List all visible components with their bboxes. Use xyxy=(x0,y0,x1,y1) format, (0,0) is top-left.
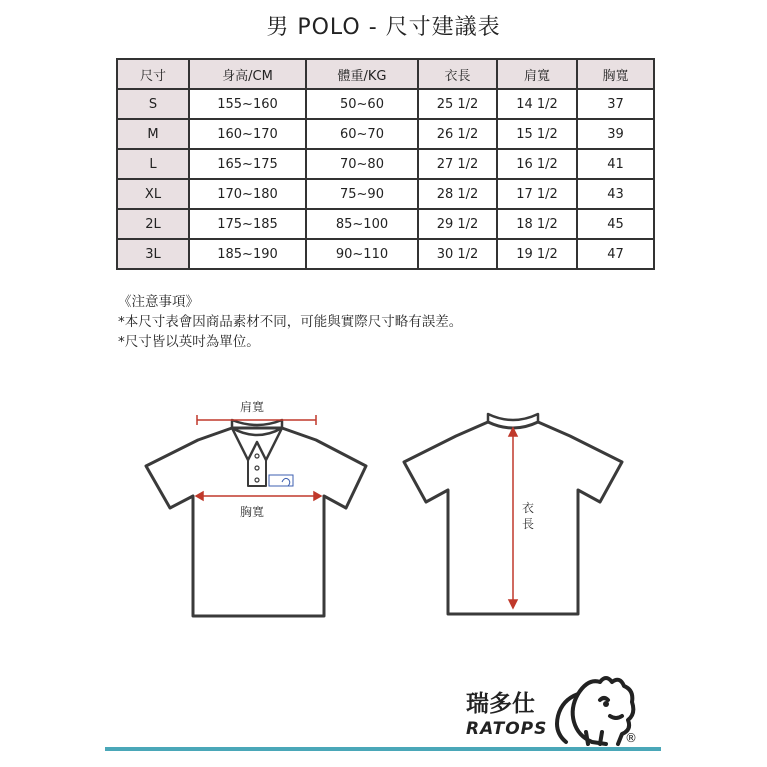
size-cell: 3L xyxy=(117,239,189,269)
size-cell: M xyxy=(117,119,189,149)
table-row xyxy=(117,209,654,239)
table-cell: 45 xyxy=(577,209,654,239)
table-cell: 185~190 xyxy=(189,239,306,269)
notes-heading: 《注意事項》 xyxy=(118,294,199,310)
shoulder-label: 肩寬 xyxy=(240,400,265,414)
table-cell: 47 xyxy=(577,239,654,269)
shirt-diagram xyxy=(0,390,767,630)
table-cell: 19 1/2 xyxy=(497,239,577,269)
table-cell: 175~185 xyxy=(189,209,306,239)
table-cell: 18 1/2 xyxy=(497,209,577,239)
table-row xyxy=(117,179,654,209)
table-cell: 70~80 xyxy=(306,149,418,179)
header-cell: 胸寬 xyxy=(577,59,654,89)
header-cell: 體重/KG xyxy=(306,59,418,89)
table-cell: 75~90 xyxy=(306,179,418,209)
length-label: 長 xyxy=(522,517,535,531)
shoulder-measure-line xyxy=(197,415,316,425)
table-cell: 155~160 xyxy=(189,89,306,119)
table-cell: 28 1/2 xyxy=(418,179,497,209)
table-cell: 165~175 xyxy=(189,149,306,179)
header-cell: 衣長 xyxy=(418,59,497,89)
size-cell: XL xyxy=(117,179,189,209)
table-row xyxy=(117,89,654,119)
length-label: 衣 xyxy=(522,501,535,515)
header-cell: 肩寬 xyxy=(497,59,577,89)
table-cell: 15 1/2 xyxy=(497,119,577,149)
size-cell: 2L xyxy=(117,209,189,239)
table-cell: 26 1/2 xyxy=(418,119,497,149)
table-row xyxy=(117,149,654,179)
table-cell: 90~110 xyxy=(306,239,418,269)
registered-mark: ® xyxy=(625,731,637,745)
length-measure-line xyxy=(509,428,517,608)
table-cell: 160~170 xyxy=(189,119,306,149)
brand-name-en: RATOPS xyxy=(466,719,548,739)
table-cell: 25 1/2 xyxy=(418,89,497,119)
notes xyxy=(118,292,462,352)
table-row xyxy=(117,119,654,149)
header-cell: 尺寸 xyxy=(117,59,189,89)
chest-measure-line xyxy=(196,492,321,500)
table-cell: 30 1/2 xyxy=(418,239,497,269)
note-item: *尺寸皆以英吋為單位。 xyxy=(118,334,260,350)
table-cell: 41 xyxy=(577,149,654,179)
table-header-row xyxy=(117,59,654,89)
size-table xyxy=(116,58,655,270)
size-cell: L xyxy=(117,149,189,179)
header-cell: 身高/CM xyxy=(189,59,306,89)
table-cell: 43 xyxy=(577,179,654,209)
table-cell: 27 1/2 xyxy=(418,149,497,179)
accent-divider xyxy=(105,747,661,751)
table-cell: 37 xyxy=(577,89,654,119)
table-cell: 50~60 xyxy=(306,89,418,119)
table-cell: 39 xyxy=(577,119,654,149)
page-title: 男 POLO - 尺寸建議表 xyxy=(266,15,501,40)
note-item: *本尺寸表會因商品素材不同，可能與實際尺寸略有誤差。 xyxy=(118,314,463,330)
table-row xyxy=(117,239,654,269)
chest-logo-icon xyxy=(269,475,293,486)
chest-label: 胸寬 xyxy=(240,505,265,519)
brand-name-cn: 瑞多仕 xyxy=(466,691,535,717)
size-cell: S xyxy=(117,89,189,119)
table-cell: 16 1/2 xyxy=(497,149,577,179)
table-cell: 29 1/2 xyxy=(418,209,497,239)
table-cell: 17 1/2 xyxy=(497,179,577,209)
table-cell: 85~100 xyxy=(306,209,418,239)
table-cell: 14 1/2 xyxy=(497,89,577,119)
table-cell: 60~70 xyxy=(306,119,418,149)
table-cell: 170~180 xyxy=(189,179,306,209)
